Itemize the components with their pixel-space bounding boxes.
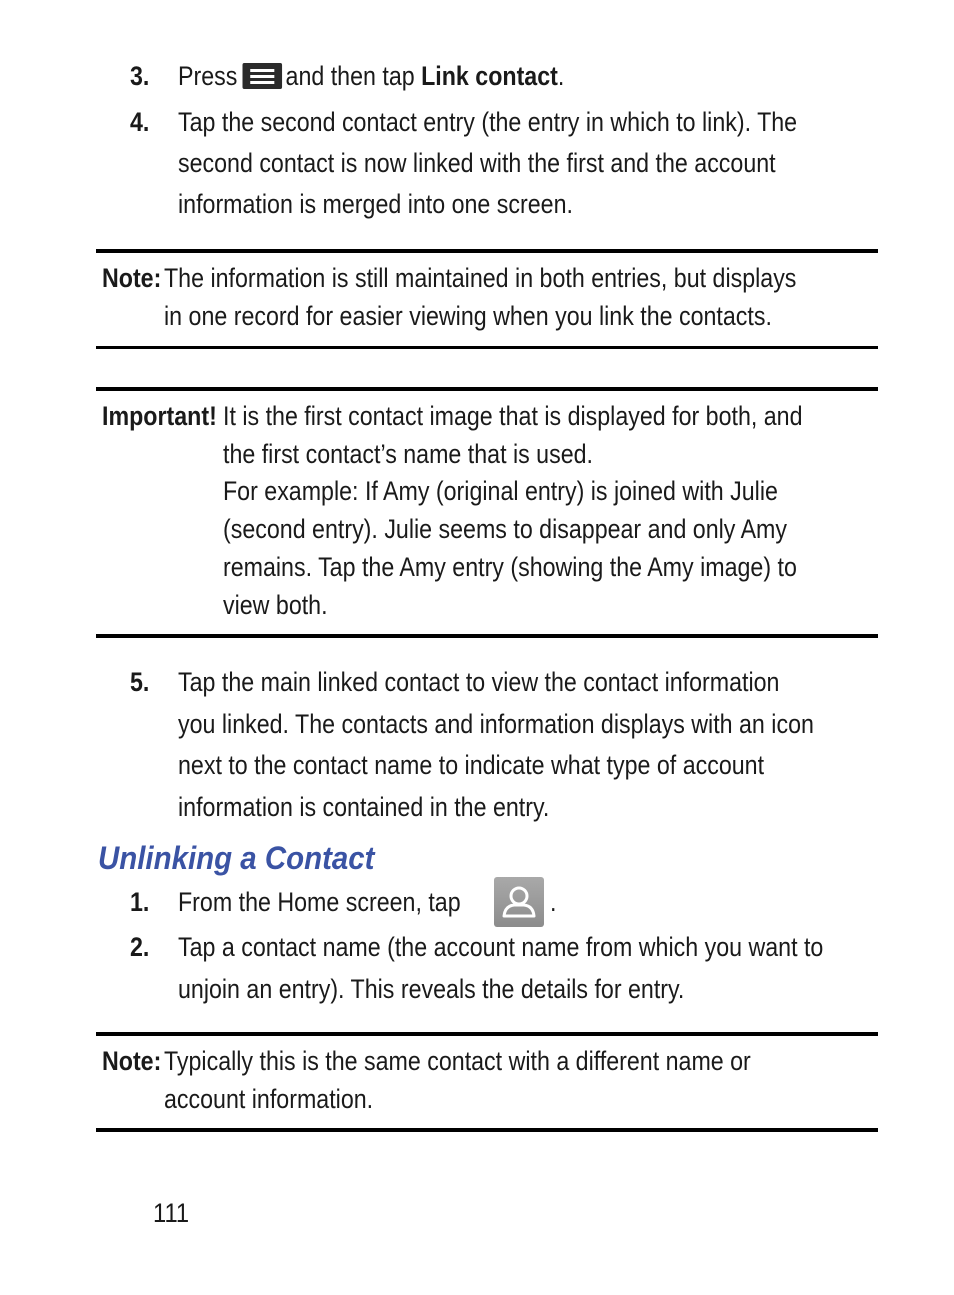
step-4-line: information is merged into one screen. <box>178 189 573 219</box>
note-bottom-rule <box>96 1128 878 1132</box>
step-3-press: Press <box>178 61 238 91</box>
step-3-end: . <box>557 61 565 91</box>
step-5-line: next to the contact name to indicate what type of account <box>178 750 765 780</box>
note-label: Note: <box>102 263 162 293</box>
note-line: account information. <box>164 1084 374 1114</box>
important-line: (second entry). Julie seems to disappear and only Amy <box>223 514 788 544</box>
unlink-step-1-end: . <box>550 887 557 917</box>
note-line: Typically this is the same contact with a different name or <box>164 1046 751 1076</box>
step-5-line: you linked. The contacts and information displays with an icon <box>178 709 814 739</box>
contacts-app-icon <box>494 877 544 927</box>
step-number: 5. <box>130 667 150 697</box>
step-5-line: Tap the main linked contact to view the contact information <box>178 667 780 697</box>
step-3-text <box>178 56 564 97</box>
person-icon <box>494 877 544 927</box>
important-line: the first contact’s name that is used. <box>223 439 594 469</box>
note-top-rule <box>96 249 878 253</box>
unlink-step-1-text: From the Home screen, tap <box>178 887 461 917</box>
important-top-rule <box>96 387 878 391</box>
note-line: The information is still maintained in both entries, but displays <box>164 263 797 293</box>
note-line: in one record for easier viewing when you link the contacts. <box>164 301 772 331</box>
step-number: 2. <box>130 932 150 962</box>
important-line: view both. <box>223 590 328 620</box>
note-bottom-rule <box>96 346 878 349</box>
unlink-step-2-line: unjoin an entry). This reveals the details for entry. <box>178 974 685 1004</box>
important-line: It is the first contact image that is displayed for both, and <box>223 401 803 431</box>
important-line: For example: If Amy (original entry) is joined with Julie <box>223 476 778 506</box>
step-5-line: information is contained in the entry. <box>178 792 550 822</box>
important-label: Important! <box>102 401 217 431</box>
step-4-line: second contact is now linked with the first and the account <box>178 148 776 178</box>
note-top-rule <box>96 1032 878 1036</box>
step-number: 3. <box>130 61 150 91</box>
page-number: 111 <box>153 1198 190 1228</box>
note-label: Note: <box>102 1046 162 1076</box>
section-heading: Unlinking a Contact <box>98 840 375 876</box>
step-3-middle: and then tap <box>285 61 415 91</box>
step-4-line: Tap the second contact entry (the entry in which to link). The <box>178 107 798 137</box>
link-contact-label: Link contact <box>421 61 558 91</box>
important-line: remains. Tap the Amy entry (showing the Amy image) to <box>223 552 797 582</box>
step-number: 1. <box>130 887 150 917</box>
important-bottom-rule <box>96 634 878 638</box>
step-number: 4. <box>130 107 150 137</box>
unlink-step-2-line: Tap a contact name (the account name from which you want to <box>178 932 824 962</box>
menu-icon <box>243 63 283 89</box>
